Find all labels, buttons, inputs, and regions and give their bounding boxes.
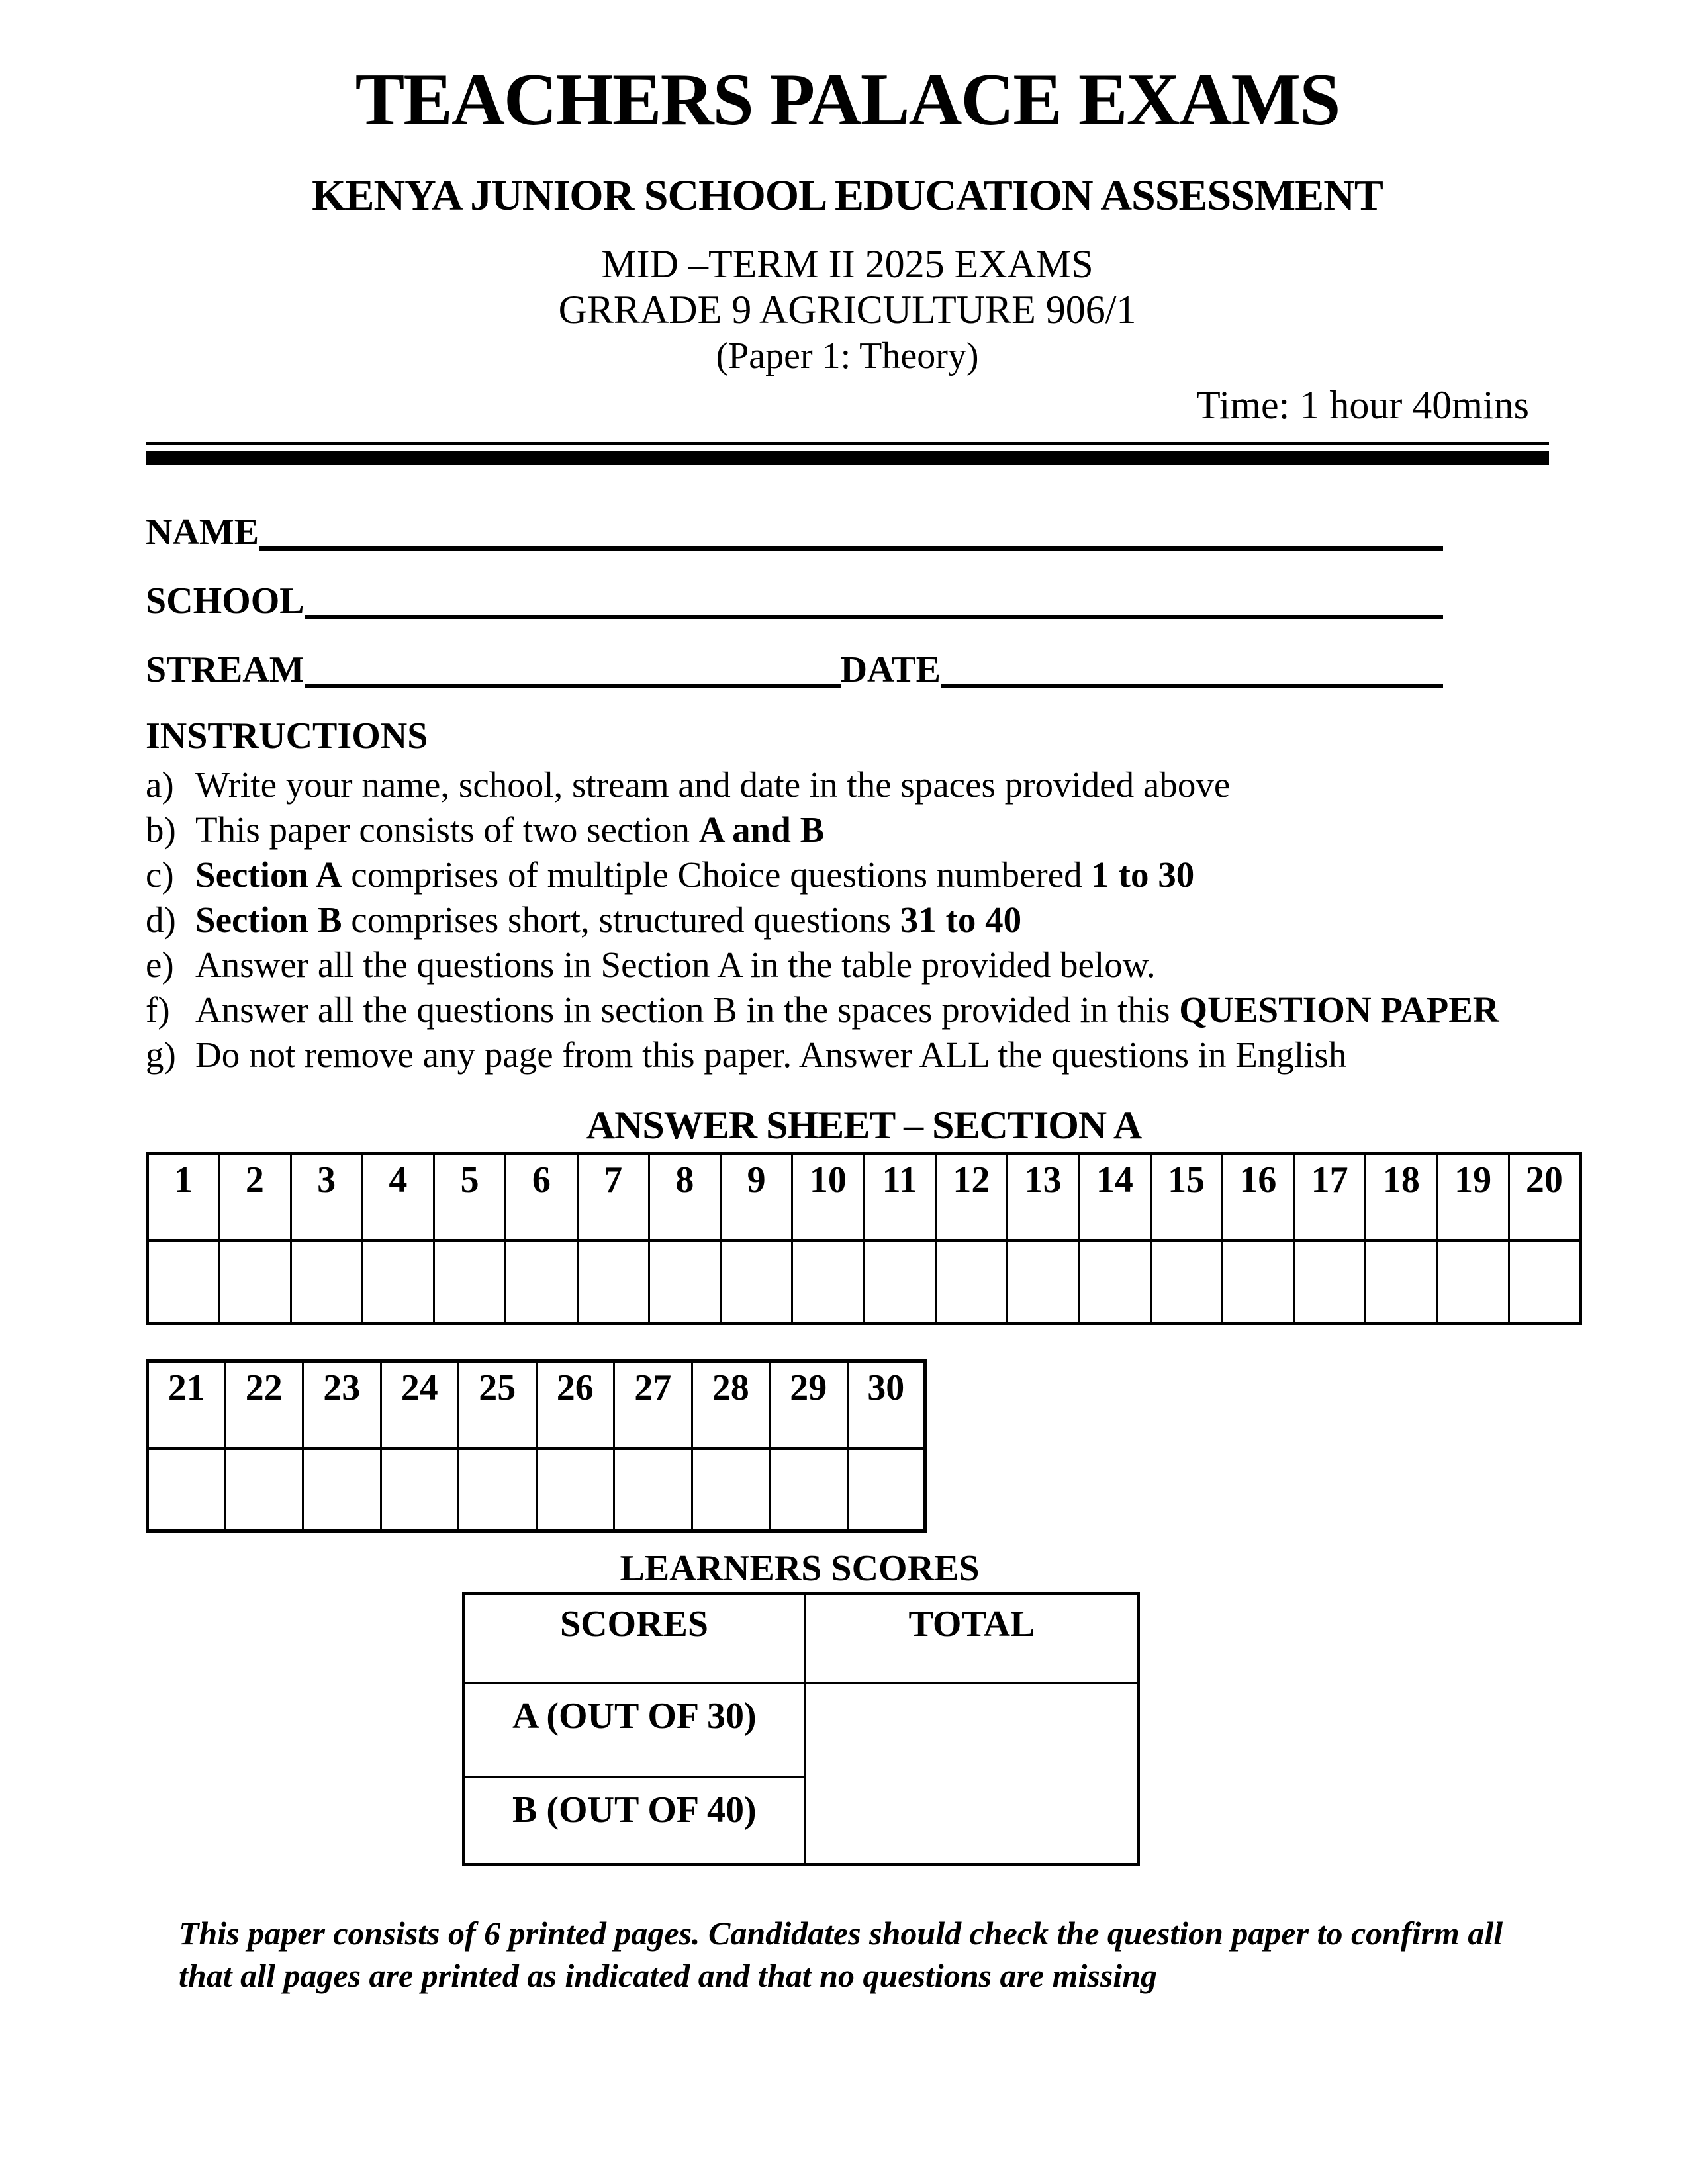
grade-subject-line: GRRADE 9 AGRICULTURE 906/1 (558, 288, 1137, 332)
answer-cell-15[interactable] (1150, 1241, 1222, 1324)
section-a-score-row (463, 1683, 1139, 1777)
answer-number-24: 24 (381, 1361, 459, 1449)
instruction-item-b (146, 807, 1549, 852)
instruction-item-g (146, 1032, 1549, 1077)
answer-cell-6[interactable] (506, 1241, 577, 1324)
answer-cell-10[interactable] (792, 1241, 864, 1324)
instruction-letter: b) (146, 809, 176, 850)
school-field-row (146, 580, 1443, 619)
answer-cell-13[interactable] (1008, 1241, 1079, 1324)
instruction-text: Answer all the questions in section B in the spaces provided in this QUESTION PAPER (195, 989, 1499, 1030)
answer-number-11: 11 (864, 1154, 935, 1241)
instruction-letter: f) (146, 989, 170, 1030)
answer-number-12: 12 (935, 1154, 1007, 1241)
answer-number-30: 30 (847, 1361, 925, 1449)
instruction-letter: c) (146, 854, 174, 895)
scores-header-row (463, 1594, 1139, 1683)
time-allocation: Time: 1 hour 40mins (1196, 383, 1529, 427)
answer-number-4: 4 (362, 1154, 434, 1241)
instruction-text: Write your name, school, stream and date in the spaces provided above (195, 764, 1231, 805)
answer-cell-4[interactable] (362, 1241, 434, 1324)
answer-cell-16[interactable] (1222, 1241, 1293, 1324)
instructions-heading: INSTRUCTIONS (146, 715, 428, 756)
answer-number-29: 29 (770, 1361, 848, 1449)
total-value-cell[interactable] (805, 1683, 1139, 1864)
answer-number-7: 7 (577, 1154, 649, 1241)
answer-cell-2[interactable] (219, 1241, 291, 1324)
answer-table-1-20 (146, 1152, 1582, 1325)
section-a-score-label: A (OUT OF 30) (463, 1683, 805, 1777)
instruction-item-e (146, 942, 1549, 987)
stream-label: STREAM (146, 649, 305, 690)
scores-column-header: SCORES (463, 1594, 805, 1683)
answer-table-1-20-header-row (148, 1154, 1581, 1241)
answer-cell-28[interactable] (692, 1449, 770, 1531)
answer-number-13: 13 (1008, 1154, 1079, 1241)
answer-number-28: 28 (692, 1361, 770, 1449)
instruction-item-f (146, 987, 1549, 1032)
answer-number-21: 21 (148, 1361, 226, 1449)
answer-cell-30[interactable] (847, 1449, 925, 1531)
date-input-line[interactable] (941, 649, 1443, 688)
section-b-score-label: B (OUT OF 40) (463, 1777, 805, 1864)
answer-number-9: 9 (721, 1154, 792, 1241)
name-label: NAME (146, 512, 259, 553)
answer-number-27: 27 (614, 1361, 692, 1449)
answer-table-21-30-header-row (148, 1361, 925, 1449)
answer-cell-22[interactable] (225, 1449, 303, 1531)
answer-number-23: 23 (303, 1361, 381, 1449)
school-input-line[interactable] (305, 580, 1443, 619)
answer-cell-23[interactable] (303, 1449, 381, 1531)
answer-cell-25[interactable] (459, 1449, 537, 1531)
instructions-list (146, 762, 1549, 1077)
answer-cell-20[interactable] (1509, 1241, 1580, 1324)
answer-number-19: 19 (1437, 1154, 1509, 1241)
date-label: DATE (840, 649, 941, 690)
instruction-text: Section B comprises short, structured questions 31 to 40 (195, 899, 1022, 940)
school-label: SCHOOL (146, 580, 305, 621)
instruction-text: Do not remove any page from this paper. Answer ALL the questions in English (195, 1034, 1347, 1075)
instruction-item-d (146, 897, 1549, 942)
answer-table-21-30-answer-row (148, 1449, 925, 1531)
stream-input-line[interactable] (305, 649, 841, 688)
learners-scores-heading: LEARNERS SCORES (620, 1548, 980, 1589)
answer-cell-12[interactable] (935, 1241, 1007, 1324)
answer-cell-17[interactable] (1294, 1241, 1366, 1324)
stream-date-field-row (146, 649, 1443, 688)
footer-note (179, 1912, 1562, 1997)
answer-number-2: 2 (219, 1154, 291, 1241)
name-field-row (146, 511, 1443, 551)
answer-cell-11[interactable] (864, 1241, 935, 1324)
answer-number-15: 15 (1150, 1154, 1222, 1241)
answer-table-1-20-answer-row (148, 1241, 1581, 1324)
total-column-header: TOTAL (805, 1594, 1139, 1683)
exam-header (146, 59, 1549, 465)
answer-cell-9[interactable] (721, 1241, 792, 1324)
answer-cell-14[interactable] (1079, 1241, 1150, 1324)
instruction-item-c (146, 852, 1549, 897)
answer-cell-26[interactable] (536, 1449, 614, 1531)
page-title: TEACHERS PALACE EXAMS (355, 59, 1340, 141)
exam-term-line: MID –TERM II 2025 EXAMS (601, 242, 1094, 286)
answer-table-21-30 (146, 1359, 927, 1533)
name-input-line[interactable] (259, 511, 1443, 551)
learners-scores-table (462, 1592, 1140, 1866)
answer-cell-18[interactable] (1366, 1241, 1437, 1324)
answer-number-22: 22 (225, 1361, 303, 1449)
instruction-text: This paper consists of two section A and B (195, 809, 825, 850)
answer-number-14: 14 (1079, 1154, 1150, 1241)
answer-cell-5[interactable] (434, 1241, 506, 1324)
learners-scores-section (462, 1550, 1137, 1866)
answer-number-1: 1 (148, 1154, 219, 1241)
answer-cell-1[interactable] (148, 1241, 219, 1324)
answer-cell-29[interactable] (770, 1449, 848, 1531)
instruction-letter: e) (146, 944, 174, 985)
instruction-letter: d) (146, 899, 176, 940)
paper-type-line: (Paper 1: Theory) (716, 336, 979, 377)
answer-cell-27[interactable] (614, 1449, 692, 1531)
instruction-letter: a) (146, 764, 174, 805)
answer-number-20: 20 (1509, 1154, 1580, 1241)
answer-number-26: 26 (536, 1361, 614, 1449)
answer-number-16: 16 (1222, 1154, 1293, 1241)
footer-note-line: This paper consists of 6 printed pages. Candidates should check the question paper to confirm all (179, 1915, 1503, 1952)
answer-number-17: 17 (1294, 1154, 1366, 1241)
divider-thin-rule (146, 442, 1549, 445)
instruction-item-a (146, 762, 1549, 807)
answer-number-5: 5 (434, 1154, 506, 1241)
answer-number-6: 6 (506, 1154, 577, 1241)
answer-number-8: 8 (649, 1154, 720, 1241)
answer-number-10: 10 (792, 1154, 864, 1241)
divider-thick-rule (146, 451, 1549, 465)
answer-number-3: 3 (291, 1154, 362, 1241)
instruction-text: Section A comprises of multiple Choice questions numbered 1 to 30 (195, 854, 1195, 895)
student-fields (146, 511, 1443, 688)
answer-cell-7[interactable] (577, 1241, 649, 1324)
answer-cell-19[interactable] (1437, 1241, 1509, 1324)
answer-number-18: 18 (1366, 1154, 1437, 1241)
answer-cell-24[interactable] (381, 1449, 459, 1531)
answer-number-25: 25 (459, 1361, 537, 1449)
instruction-text: Answer all the questions in Section A in the table provided below. (195, 944, 1156, 985)
answer-cell-8[interactable] (649, 1241, 720, 1324)
answer-sheet-heading: ANSWER SHEET – SECTION A (586, 1103, 1142, 1147)
answer-cell-3[interactable] (291, 1241, 362, 1324)
instruction-letter: g) (146, 1034, 176, 1075)
footer-note-line: that all pages are printed as indicated and that no questions are missing (179, 1957, 1158, 1994)
assessment-subtitle: KENYA JUNIOR SCHOOL EDUCATION ASSESSMENT (312, 171, 1383, 220)
answer-cell-21[interactable] (148, 1449, 226, 1531)
